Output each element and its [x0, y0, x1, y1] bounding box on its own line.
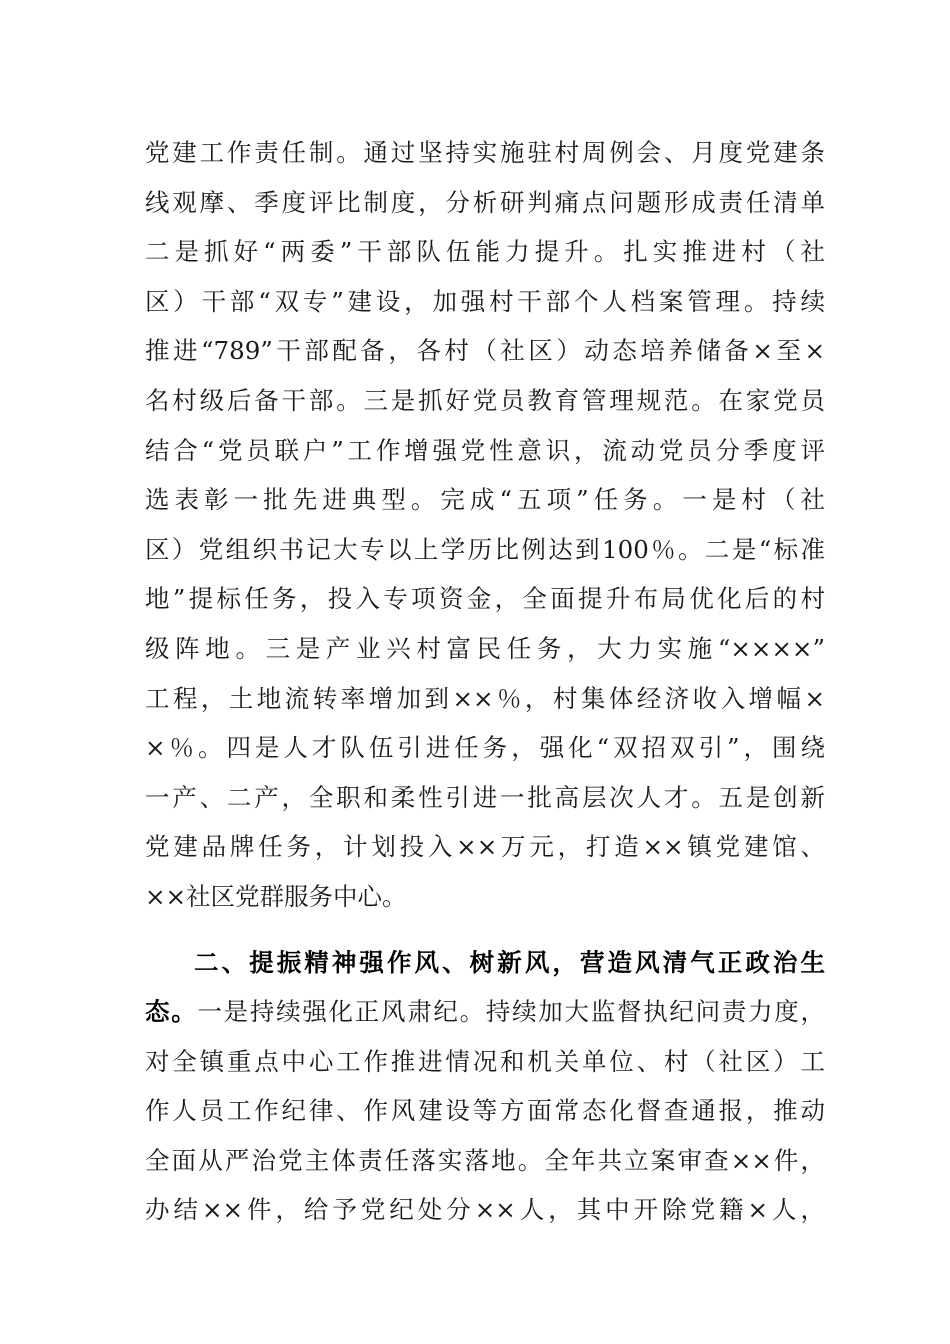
- document-body: [145, 128, 825, 1235]
- paragraph-line: 选表彰一批先进典型。完成“五项”任务。一是村（社: [145, 485, 825, 515]
- paragraph-line: 推进“789”干部配备，各村（社区）动态培养储备×至×: [145, 336, 825, 366]
- paragraph-line: 区）党组织书记大专以上学历比例达到100％。二是“标准: [145, 534, 825, 564]
- paragraph-line: ××社区党群服务中心。: [145, 881, 407, 911]
- paragraph-line: [145, 987, 825, 1037]
- paragraph-2: [145, 938, 825, 1236]
- section-heading: 二、提振精神强作风、树新风，营造风清气正政治生: [194, 947, 825, 977]
- paragraph-text: 一是持续强化正风肃纪。持续加大监督执纪问责力度，: [197, 997, 825, 1027]
- paragraph-line: ×％。四是人才队伍引进任务，强化“双招双引”，围绕: [145, 733, 825, 763]
- paragraph-line: 作人员工作纪律、作风建设等方面常态化督查通报，推动: [145, 1096, 825, 1126]
- paragraph-line: 党建品牌任务，计划投入××万元，打造××镇党建馆、: [145, 832, 825, 862]
- section-heading-end: 态。: [145, 997, 198, 1027]
- paragraph-spacer: [145, 922, 825, 938]
- paragraph-line: 区）干部“双专”建设，加强村干部个人档案管理。持续: [145, 286, 825, 316]
- paragraph-line: 对全镇重点中心工作推进情况和机关单位、村（社区）工: [145, 1046, 825, 1076]
- paragraph-line: 线观摩、季度评比制度，分析研判痛点问题形成责任清单: [145, 187, 825, 217]
- paragraph-line: 党建工作责任制。通过坚持实施驻村周例会、月度党建条: [145, 138, 825, 167]
- paragraph-line: 级阵地。三是产业兴村富民任务，大力实施“××××”: [145, 633, 825, 663]
- paragraph-line: 全面从严治党主体责任落实落地。全年共立案审查××件，: [145, 1145, 825, 1175]
- paragraph-line: 地”提标任务，投入专项资金，全面提升布局优化后的村: [145, 584, 825, 614]
- paragraph-line: 名村级后备干部。三是抓好党员教育管理规范。在家党员: [145, 385, 825, 415]
- paragraph-line: 二是抓好“两委”干部队伍能力提升。扎实推进村（社: [145, 237, 825, 267]
- paragraph-1: [145, 128, 825, 922]
- paragraph-line: 工程，土地流转率增加到××％，村集体经济收入增幅×: [145, 683, 825, 713]
- paragraph-line: 一产、二产，全职和柔性引进一批高层次人才。五是创新: [145, 782, 825, 812]
- paragraph-line: 结合“党员联户”工作增强党性意识，流动党员分季度评: [145, 435, 825, 465]
- paragraph-line: 办结××件，给予党纪处分××人，其中开除党籍×人，: [145, 1195, 825, 1225]
